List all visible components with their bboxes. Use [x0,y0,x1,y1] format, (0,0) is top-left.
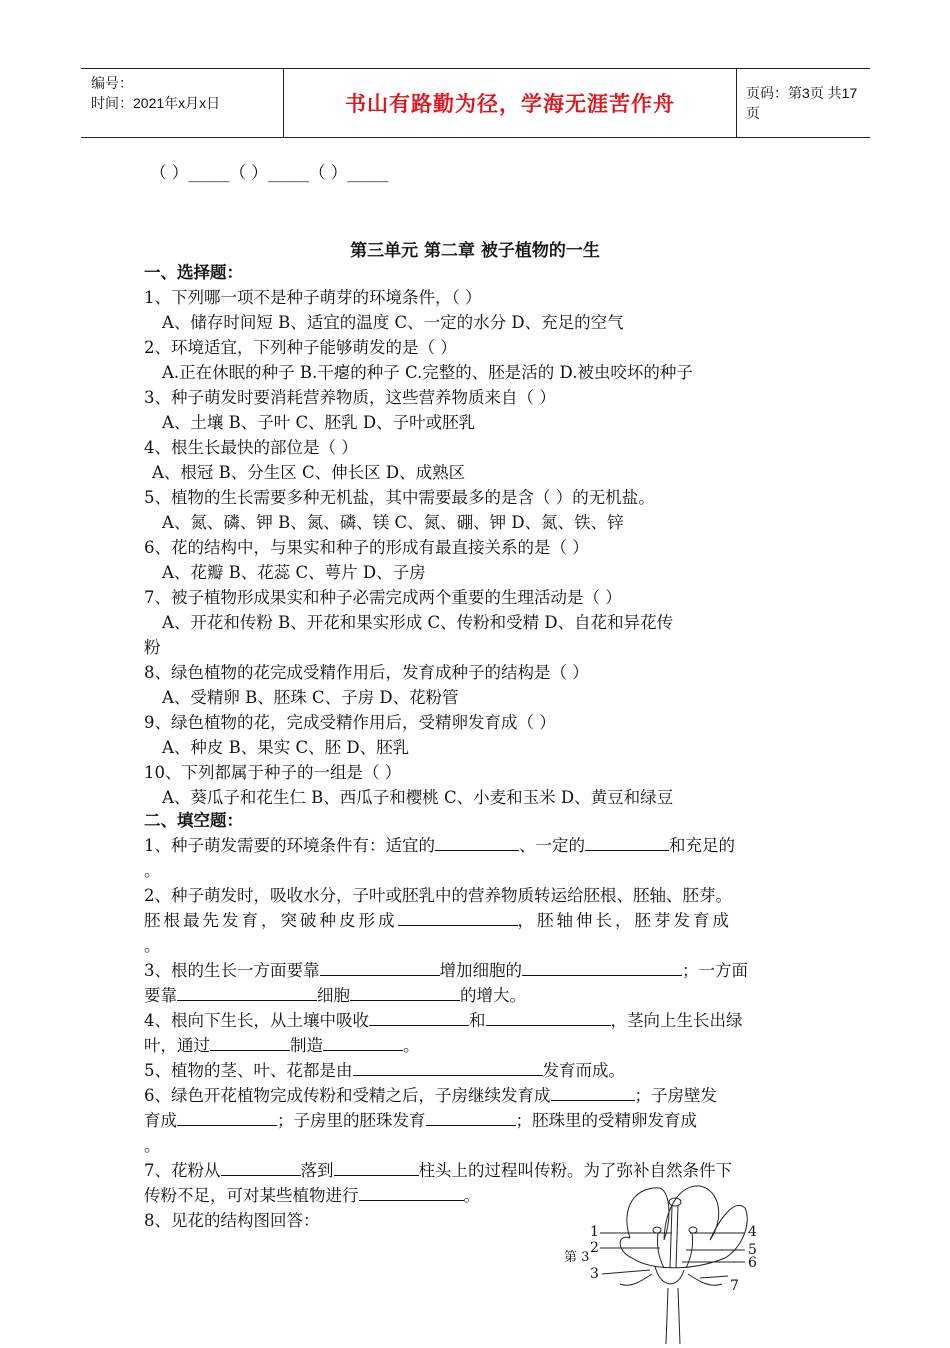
figure-label-5: 5 [748,1242,757,1258]
question-line: 5、植物的生长需要多种无机盐，其中需要最多的是含（ ）的无机盐。 [144,488,655,507]
text: 5、植物的茎、叶、花都是由 [144,1061,353,1080]
flower-structure-figure [560,1178,790,1344]
page-fragment-text: 第 3 [564,1250,590,1265]
blank [585,834,669,851]
text: 和充足的 [669,836,735,855]
text: 传粉不足，可对某些植物进行 [144,1186,359,1205]
text: ；胚珠里的受精卵发育成 [515,1111,697,1130]
option-line: A、受精卵 B、胚珠 C、子房 D、花粉管 [162,688,459,707]
text: 6、绿色开花植物完成传粉和受精之后，子房继续发育成 [144,1086,551,1105]
text: 。 [403,1036,420,1055]
blank [353,1059,543,1076]
text: ；子房里的胚珠发育 [277,1111,426,1130]
fill-question-2: 2、种子萌发时，吸收水分，子叶或胚乳中的营养物质转运给胚根、胚轴、胚芽。 [144,886,732,905]
option-line: A、根冠 B、分生区 C、伸长区 D、成熟区 [152,463,466,482]
date-label: 时间：2021年x月x日 [91,95,221,111]
blank [177,1109,277,1126]
question-line: 2、环境适宜，下列种子能够萌发的是（ ） [144,338,457,357]
text: 4、根向下生长，从土壤中吸收 [144,1011,369,1030]
header-motto-cell [283,69,737,137]
page-header [81,68,870,138]
option-line: A.正在休眠的种子 B.干瘪的种子 C.完整的、胚是活的 D.被虫咬坏的种子 [162,363,693,382]
question-line: 4、根生长最快的部位是（ ） [144,438,358,457]
figure-label-2: 2 [590,1240,599,1256]
question-line: 9、绿色植物的花，完成受精作用后，受精卵发育成（ ） [144,713,556,732]
fill-question-1-end: 。 [144,861,161,880]
section1-heading: 一、选择题： [144,263,243,282]
figure-label-3: 3 [590,1266,599,1282]
text: 增加细胞的 [439,961,522,980]
figure-label-7: 7 [730,1278,739,1294]
fill-question-2-end: 。 [144,936,161,955]
text: 落到 [300,1161,334,1180]
text: 制造 [290,1036,323,1055]
text: 。 [463,1186,480,1205]
text: 叶，通过 [144,1036,210,1055]
fill-question-6-end: 。 [144,1136,161,1155]
text: 的增大。 [460,986,526,1005]
blank [426,1109,516,1126]
blank [551,1084,635,1101]
text: 要靠 [144,986,177,1005]
blank [522,959,682,976]
page-info: 页码：第3页 共17页 [746,85,858,121]
option-line: A、种皮 B、果实 C、胚 D、胚乳 [162,738,410,757]
blank [323,1034,403,1051]
option-line: A、花瓣 B、花蕊 C、萼片 D、子房 [162,563,426,582]
blank [350,984,460,1001]
blank [320,959,440,976]
text: ；一方面 [682,961,748,980]
blank [398,909,518,926]
text: 育成 [144,1111,177,1130]
figure-label-1: 1 [590,1224,599,1240]
blank [435,834,519,851]
text: 细胞 [317,986,350,1005]
text: ，胚轴伸长，胚芽发育成 [517,911,732,930]
figure-label-6: 6 [748,1255,757,1271]
fill-question-6-line2 [144,1108,814,1133]
question-line: 10、下列都属于种子的一组是（ ） [144,763,402,782]
blank [334,1159,419,1176]
option-line: A、土壤 B、子叶 C、胚乳 D、子叶或胚乳 [162,413,476,432]
text: 7、花粉从 [144,1161,221,1180]
option-line: A、开花和传粉 B、开花和果实形成 C、传粉和受精 D、自花和异花传 [162,613,674,632]
unit-title: 第三单元 第二章 被子植物的一生 [350,241,600,261]
text: 3、根的生长一方面要靠 [144,961,320,980]
question-line: 1、下列哪一项不是种子萌芽的环境条件，（ ） [144,288,482,307]
number-label: 编号： [91,75,133,91]
fill-question-6 [144,1083,814,1108]
header-left-cell [81,69,283,141]
blank [177,984,317,1001]
text: ；子房壁发 [634,1086,717,1105]
fill-question-4-line2 [144,1033,814,1058]
blank [369,1009,469,1026]
fill-question-3-line2 [144,983,814,1008]
top-blank-line: （ ）_____（ ）_____（ ）_____ [150,163,389,182]
option-line-wrap: 粉 [144,638,161,657]
fill-question-8: 8、见花的结构图回答： [144,1211,320,1230]
motto: 书山有路勤为径，学海无涯苦作舟 [345,92,675,116]
fill-question-3 [144,958,814,983]
text: ，茎向上生长出绿 [610,1011,743,1030]
option-line: A、氮、磷、钾 B、氮、磷、镁 C、氮、硼、钾 D、氮、铁、锌 [162,513,624,532]
blank [359,1184,464,1201]
fill-question-2-line2 [144,908,814,933]
blank [221,1159,301,1176]
question-line: 3、种子萌发时要消耗营养物质，这些营养物质来自（ ） [144,388,556,407]
text: 发育而成。 [542,1061,625,1080]
text: 1、种子萌发需要的环境条件有：适宜的 [144,836,435,855]
question-line: 6、花的结构中，与果实和种子的形成有最直接关系的是（ ） [144,538,589,557]
question-line: 7、被子植物形成果实和种子必需完成两个重要的生理活动是（ ） [144,588,622,607]
blank [486,1009,611,1026]
text: 胚根最先发育，突破种皮形成 [144,911,398,930]
text: 、一定的 [519,836,585,855]
fill-question-4 [144,1008,814,1033]
fill-question-1 [144,833,814,858]
question-line: 8、绿色植物的花完成受精作用后，发育成种子的结构是（ ） [144,663,589,682]
figure-label-4: 4 [748,1224,757,1240]
blank [210,1034,290,1051]
text: 和 [469,1011,486,1030]
fill-question-5 [144,1058,814,1083]
option-line: A、葵瓜子和花生仁 B、西瓜子和樱桃 C、小麦和玉米 D、黄豆和绿豆 [162,788,674,807]
option-line: A、储存时间短 B、适宜的温度 C、一定的水分 D、充足的空气 [162,313,624,332]
text: 柱头上的过程叫传粉。为了弥补自然条件下 [418,1161,732,1180]
section2-heading: 二、填空题： [144,811,243,830]
